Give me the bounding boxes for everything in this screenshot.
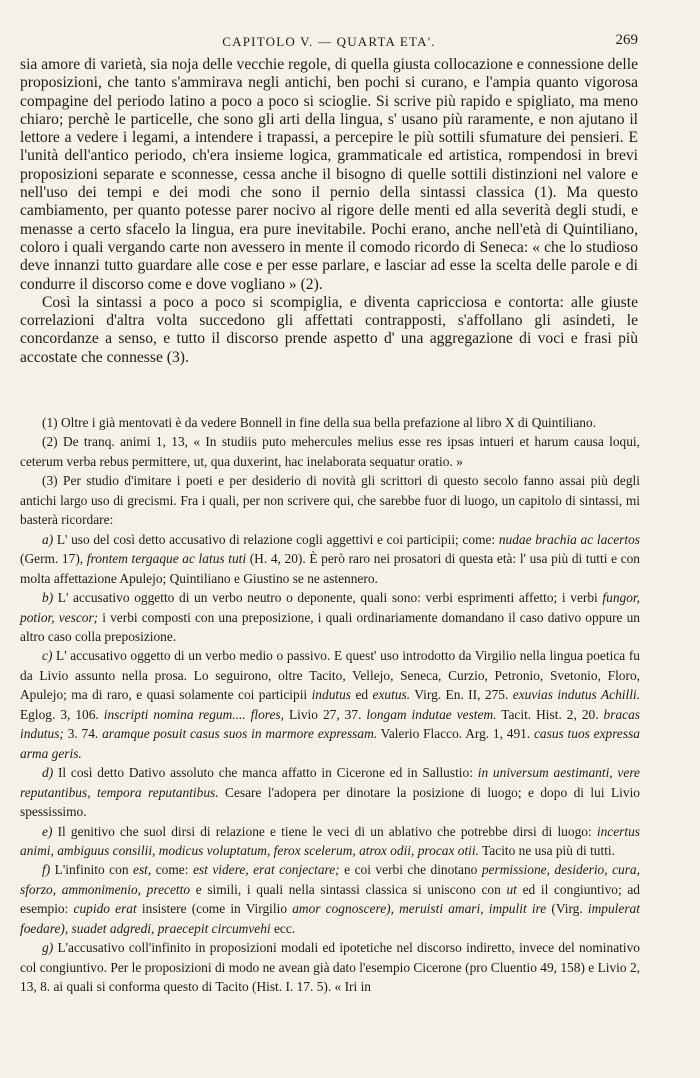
latin-example: nudae brachia ac lacertos (498, 531, 641, 547)
item-text: (Germ. 17), (20, 551, 87, 567)
item-text: (H. 4, 20). È però raro nei prosatori di questa età: l' usa più di tutti e con molta affettazione Apulejo; Quintiliano e Giustino se ne astennero. (20, 551, 640, 586)
footnote-item-e (20, 822, 640, 861)
item-text: Cesare l'adopera per dinotare la posizione di luogo; e dopo di lui Livio spessissimo. (20, 784, 640, 820)
page-header (20, 32, 638, 52)
footnote-1: (1) Oltre i già mentovati è da vedere Bonnell in fine della sua bella prefazione al libro X di Quintiliano. (42, 415, 597, 430)
item-text: i verbi composti con una preposizione, i quali ordinariamente domandano il caso dativo oppure un altro caso colla preposizione. (20, 609, 641, 644)
item-text: Valerio Flacco. Arg. 1, 491. (377, 726, 534, 742)
footnote-item-d (20, 763, 640, 821)
latin-example: exutus. (372, 687, 411, 703)
latin-example: ut (506, 881, 517, 897)
item-letter: a) (42, 531, 54, 547)
latin-example: frontem tergaque ac latus tuti (86, 551, 247, 567)
latin-example: est videre, erat conjectare; (192, 862, 340, 878)
latin-example: fungor, potior, vescor; (20, 590, 640, 625)
item-text: L'infinito con (50, 862, 134, 878)
item-text: Virg. En. II, 275. (410, 687, 513, 703)
footnotes (20, 413, 640, 997)
running-head: CAPITOLO V. — QUARTA ETA'. (222, 34, 436, 49)
item-letter: d) (42, 765, 54, 781)
item-letter: c) (42, 648, 53, 664)
item-text: e coi verbi che dinotano (339, 862, 482, 878)
footnote-item-a (20, 530, 640, 588)
latin-example: bracas indutus; (20, 706, 640, 742)
item-text: Livio 27, 37. (283, 706, 367, 722)
main-text (20, 56, 638, 367)
footnote-item-g (20, 938, 640, 996)
item-letter: b) (42, 590, 54, 606)
item-text: e simili, i quali nella sintassi classica si uniscono con (190, 881, 507, 897)
item-text: L'accusativo coll'infinito in proposizioni modali ed ipotetiche nel discorso indiretto, invece del nominativo col congiuntivo. Per le proposizioni di modo ne avean già dato l'esempio Cicerone (pro Cluentio 49, 158) e Livio 2, 13, 8. ai quali si conforma questo di Tacito (Hist. I. 17. 5). « Iri in (20, 940, 640, 995)
item-text: L' uso del così detto accusativo di relazione cogli aggettivi e coi participii; come: (53, 531, 499, 547)
footnote-item-b (20, 588, 640, 646)
latin-example: casus tuos expressa arma geris. (20, 726, 640, 761)
item-text: L' accusativo oggetto di un verbo neutro o deponente, quali sono: verbi esprimenti affetto; i verbi (53, 590, 603, 606)
item-text: Eglog. 3, 106. (20, 706, 104, 722)
item-text: Il così detto Dativo assoluto che manca affatto in Cicerone ed in Sallustio: (53, 765, 478, 781)
item-text: ecc. (270, 920, 296, 936)
item-text: ed il congiuntivo; ad esempio: (20, 881, 640, 917)
item-text: Tacit. Hist. 2, 20. (496, 706, 604, 722)
latin-example: aramque posuit casus suos in marmore expressam. (102, 726, 378, 742)
item-text: (Virg. (546, 901, 588, 917)
item-letter: g) (42, 940, 54, 956)
item-text: L' accusativo oggetto di un verbo medio o passivo. E quest' uso introdotto da Virgilio nella lingua poetica fu da Livio assunto nella prosa. Lo seguirono, oltre Tacito, Vellejo, Seneca, Curzio, Petronio, Svetonio, Floro, Apulejo; ma di raro, e quasi solamente coi participii (20, 648, 640, 703)
body-paragraph-1: sia amore di varietà, sia noja delle vecchie regole, di quella giusta collocazione e connessione delle proposizioni, che tanto s'ammirava negli antichi, ben pochi si curano, e l'ampia quanto vigorosa compagine del periodo latino a poco a poco si scioglie. Si scrive più rapido e spigliato, ma meno chiaro; perchè le particelle, che sono gli arti della lingua, s' usano più raramente, e non ajutano il lettore a vedere i legami, a intendere i trapassi, a percepire le più sottili sfumature dei pensieri. E l'unità dell'antico periodo, ch'era insieme logica, grammaticale ed artistica, rompendosi in brevi proposizioni separate e sconnesse, cessa anche il bisogno di quelle sottili distinzioni nel valore e nell'uso dei tempi e dei modi che sono il pernio della sintassi classica (1). Ma questo cambiamento, per quanto potesse parer nocivo al rigore delle menti ed alla severità degli studi, e menasse a certo sfacelo la lingua, era pure inevitabile. Pochi erano, anche nell'età di Quintiliano, coloro i quali vergando carte non avessero in mente il comodo ricordo di Seneca: « che lo studioso deve innanzi tutto guardare alle cose e per esse parlare, e lasciar ad esse la scelta delle parole e di condurre il discorso come e dove vogliano » (2). (20, 56, 638, 293)
latin-example: in universum aestimanti, vere reputantibus, tempora reputantibus. (20, 765, 640, 800)
latin-example: est, (133, 862, 152, 878)
latin-example: incertus animi, ambiguus consilii, modicus voluptatum, ferox scelerum, atrox odii, procax otii. (20, 823, 640, 858)
latin-example: exuvias indutus Achilli. (512, 687, 640, 703)
footnote-item-f (20, 860, 640, 938)
item-letter: f) (42, 862, 51, 878)
item-letter: e) (42, 823, 53, 839)
item-text: come: (151, 862, 193, 878)
latin-example: impulerat foedare), suadet adgredi, praecepit circumvehi (20, 901, 640, 936)
item-text: Il genitivo che suol dirsi di relazione e tiene le veci di un ablativo che potrebbe dirsi di luogo: (52, 823, 597, 839)
latin-example: meruisti amari, impulit ire (399, 901, 547, 917)
footnote-item-c (20, 646, 640, 763)
latin-example: longam indutae vestem. (366, 706, 497, 722)
item-text: insistere (come in Virgilio (136, 901, 293, 917)
latin-example: inscripti nomina regum.... flores, (103, 706, 284, 722)
page-number: 269 (615, 32, 638, 48)
item-text: ed (351, 687, 373, 703)
footnote-3: (3) Per studio d'imitare i poeti e per desiderio di novità gli scrittori di questo secolo fanno assai più degli antichi largo uso di grecismi. Fra i quali, per non scrivere qui, che sarebbe fuor di luogo, un capitolo di sintassi, mi basterà ricordare: (20, 473, 640, 528)
item-text: 3. 74. (63, 726, 103, 742)
latin-example: amor cognoscere), (292, 901, 394, 917)
body-paragraph-2: Così la sintassi a poco a poco si scompiglia, e diventa capricciosa e contorta: alle giuste correlazioni d'altra volta succedono gli affettati contrapposti, s'affollano gli asindeti, le concordanze a senso, e tutto il discorso prende aspetto d' una aggregazione di voci e frasi più accostate che connesse (3). (20, 293, 638, 366)
latin-example: cupido erat (73, 901, 137, 917)
item-text: Tacito ne usa più di tutti. (478, 842, 616, 858)
latin-example: permissione, desiderio, cura, sforzo, ammonimenio, precetto (20, 862, 640, 897)
footnote-2: (2) De tranq. animi 1, 13, « In studiis puto mehercules melius esse res ipsas intueri et harum causa loqui, ceterum verba rebus permittere, ut, qua duxerint, hac inelaborata sequatur oratio. » (20, 434, 640, 469)
latin-example: indutus (311, 687, 352, 703)
